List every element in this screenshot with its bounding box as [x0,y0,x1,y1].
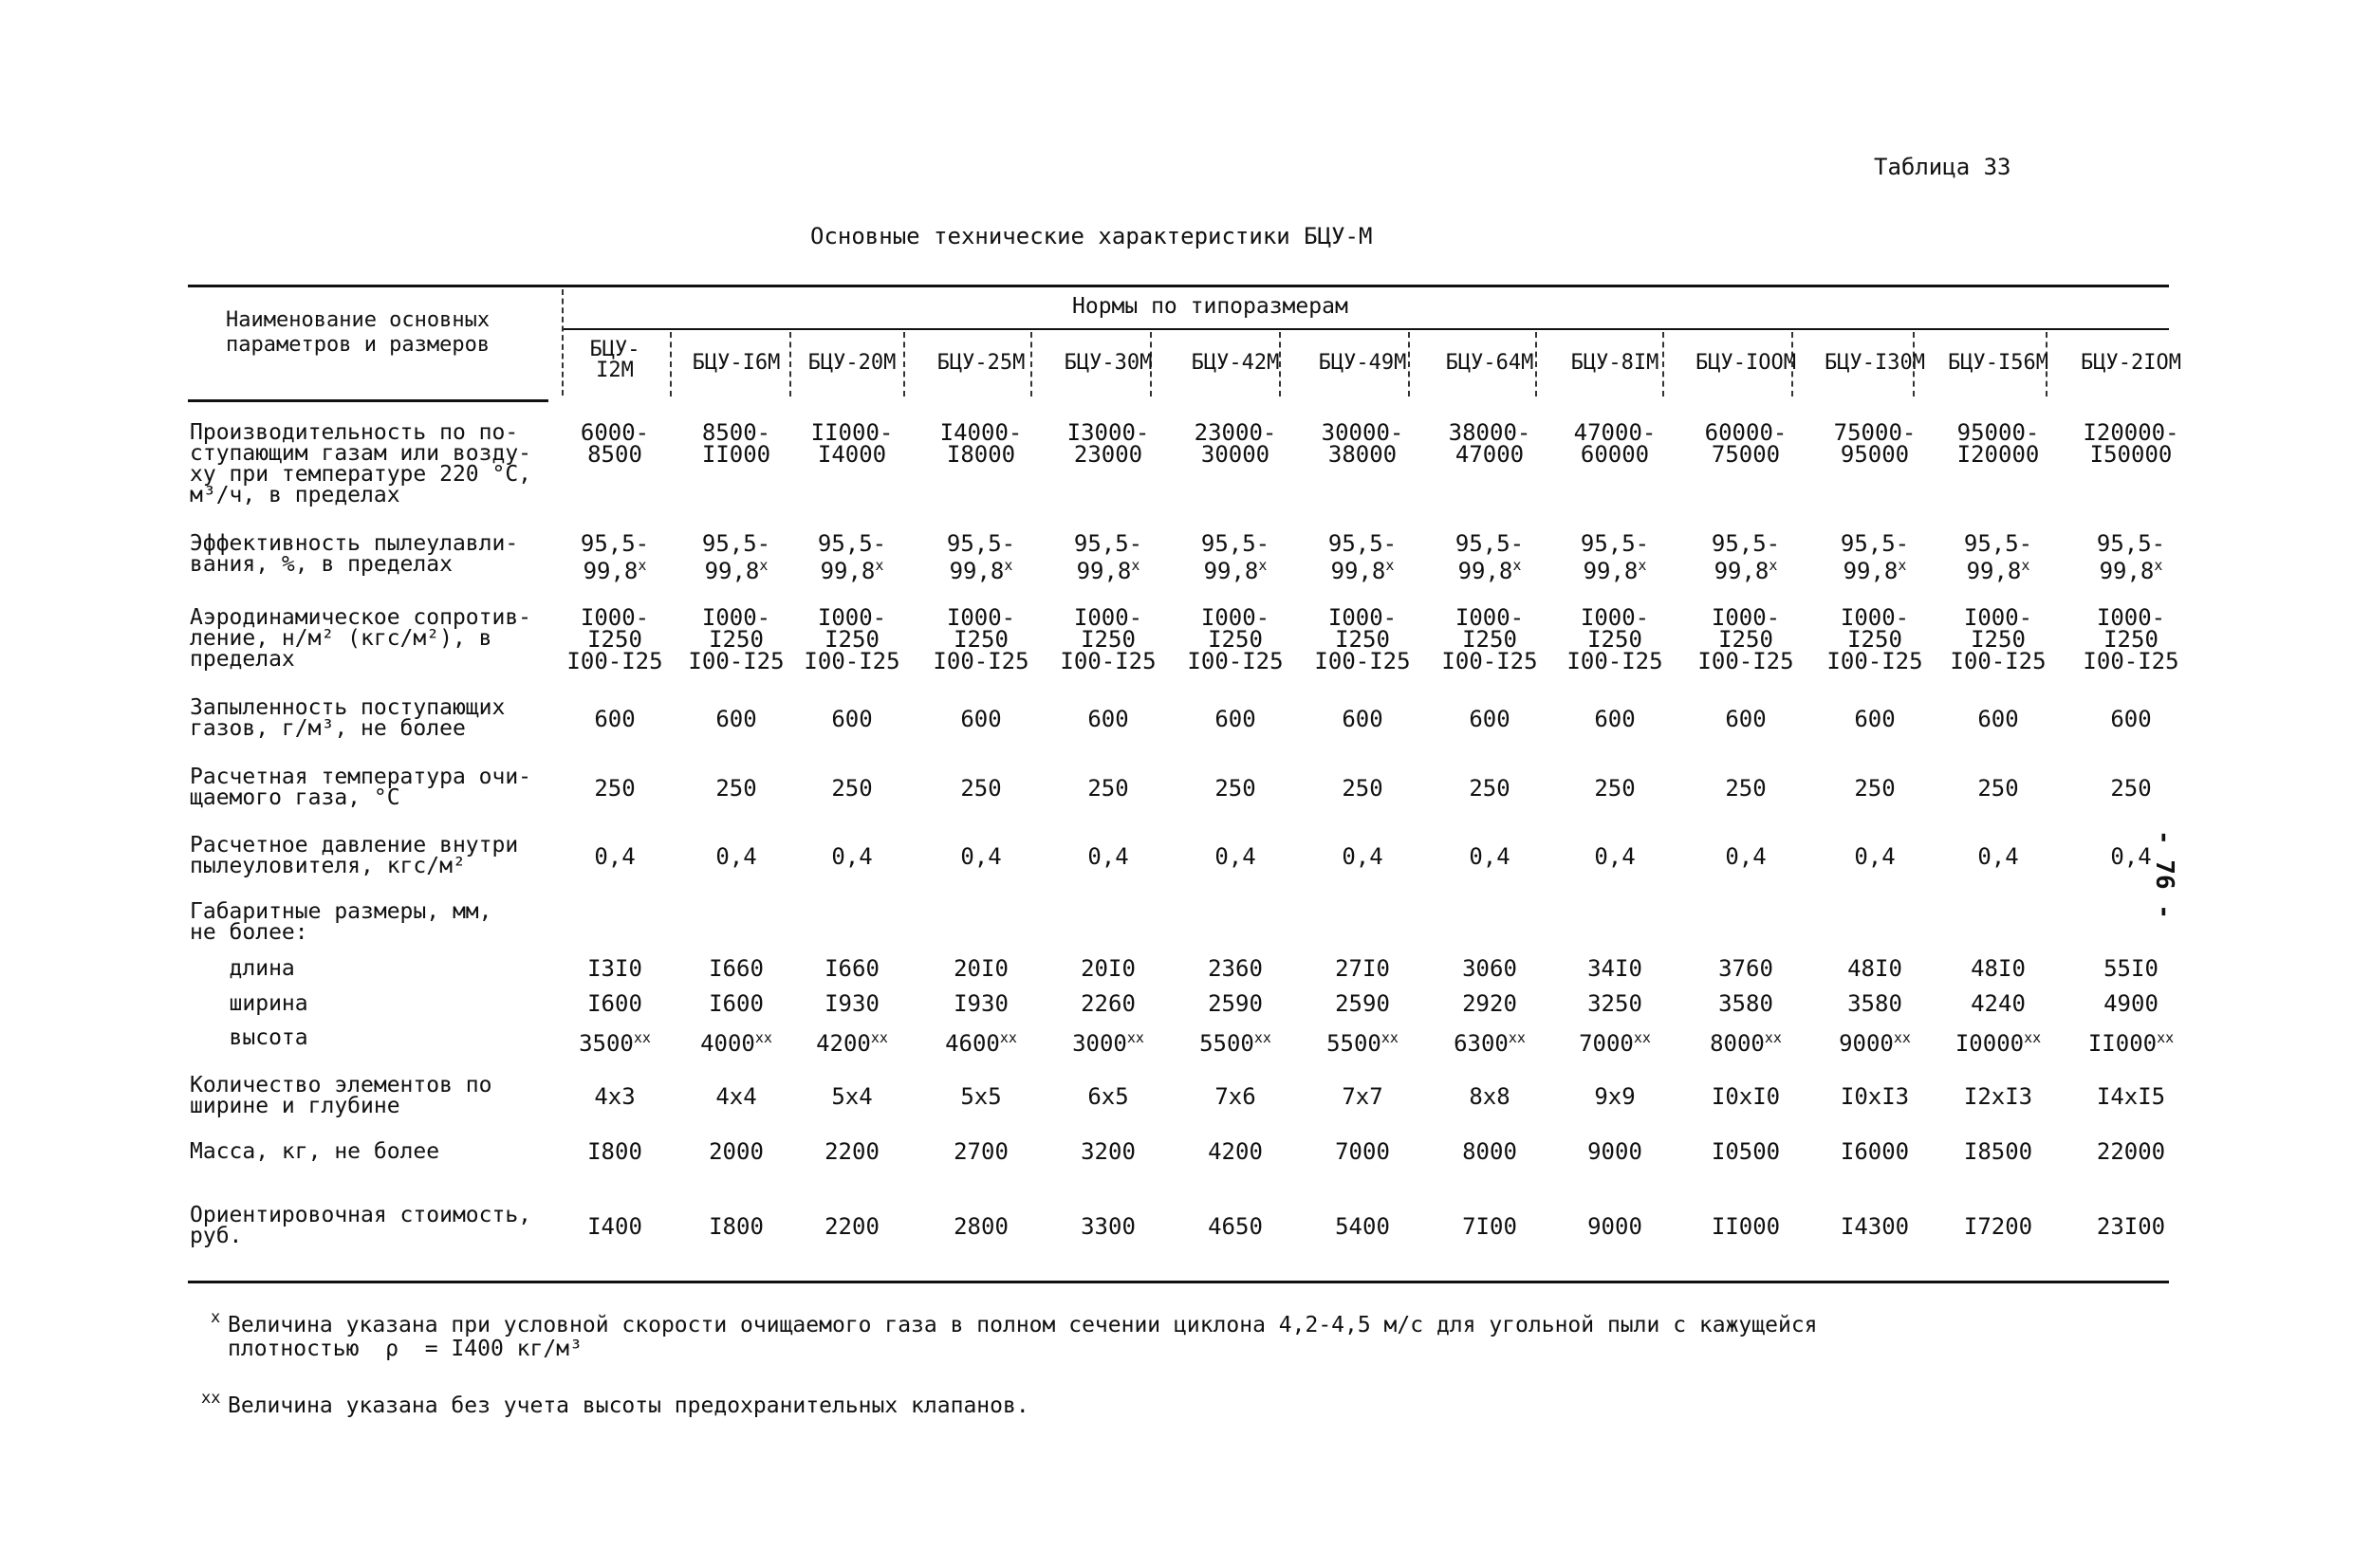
table-cell: 3250 [1587,990,1642,1017]
table-cell: 3760 [1718,955,1773,982]
table-cell: 5400 [1335,1213,1390,1240]
table-cell: 95,5- 99,8$^x$ [1711,530,1781,584]
table-cell: I8500 [1963,1138,2033,1165]
table-cell: 4000$^{xx}$ [700,1029,772,1057]
table-cell: 0,4 [1214,843,1256,870]
table-cell: 0,4 [831,843,873,870]
table-cell: I660 [824,955,880,982]
table-cell: 0,4 [1725,843,1767,870]
table-cell: 250 [1469,775,1510,802]
row-label: Ориентировочная стоимость, руб. [190,1203,532,1248]
table-cell: 7x7 [1342,1083,1383,1110]
model-header: БЦУ-2IOМ [2081,351,2181,375]
table-cell: 600 [1214,706,1256,732]
table-cell: 2360 [1208,955,1263,982]
table-cell: 0,4 [960,843,1002,870]
model-header: БЦУ-20М [807,351,897,375]
table-cell: 600 [1977,706,2019,732]
table-cell: I000- I250 I00-I25 [1060,604,1157,674]
norms-header: Нормы по типоразмерам [1072,294,1348,319]
table-cell: 600 [1469,706,1510,732]
table-cell: 8000 [1462,1138,1517,1165]
table-cell: I20000- I50000 [2083,419,2179,468]
table-cell: I000- I250 I00-I25 [1950,604,2047,674]
table-cell: 23000- 30000 [1194,419,1277,468]
row-label: ширина [190,991,308,1016]
table-cell: 5500$^{xx}$ [1199,1029,1271,1057]
table-cell: 4240 [1971,990,2026,1017]
table-cell: 9000 [1587,1213,1642,1240]
table-cell: II000$^{xx}$ [2087,1029,2175,1057]
table-cell: 250 [831,775,873,802]
table-cell: 0,4 [1342,843,1383,870]
table-cell: I4300 [1840,1213,1910,1240]
table-label: Таблица 33 [1874,154,2011,180]
page-number: - 76 - [2150,830,2178,919]
table-cell: 2000 [709,1138,764,1165]
model-header: БЦУ-30М [1064,351,1153,375]
table-cell: 4200$^{xx}$ [816,1029,888,1057]
table-cell: 8000$^{xx}$ [1710,1029,1782,1057]
table-cell: 22000 [2096,1138,2166,1165]
model-header: БЦУ-42М [1191,351,1280,375]
table-cell: 250 [1342,775,1383,802]
table-cell: 4650 [1208,1213,1263,1240]
table-cell: 2260 [1081,990,1136,1017]
table-cell: 6300$^{xx}$ [1454,1029,1526,1057]
table-cell: I800 [709,1213,764,1240]
table-cell: I3000- 23000 [1066,419,1150,468]
params-column-header: Наименование основных параметров и размеров [226,308,491,357]
table-cell: 0,4 [2110,843,2152,870]
table-cell: 600 [1594,706,1636,732]
model-header: БЦУ-IOOМ [1695,351,1796,375]
table-cell: 95,5- 99,8$^x$ [1580,530,1650,584]
table-cell: I4000- I8000 [939,419,1023,468]
table-cell: 34I0 [1587,955,1642,982]
row-label: Эффективность пылеулавли- вания, %, в пределах [190,531,519,577]
table-cell: 600 [2110,706,2152,732]
table-cell: 95,5- 99,8$^x$ [2096,530,2166,584]
table-cell: 4x3 [594,1083,636,1110]
table-cell: 20I0 [954,955,1009,982]
table-cell: I600 [587,990,642,1017]
table-cell: I000- I250 I00-I25 [2083,604,2179,674]
header-bottom-rule [188,399,548,402]
table-cell: 600 [1342,706,1383,732]
table-cell: 55I0 [2103,955,2158,982]
model-header: БЦУ-64М [1445,351,1534,375]
footnote-text: Величина указана при условной скорости очищаемого газа в полном сечении циклона 4,2-4,5 м/с для угольной пыли с кажущейся плотностью ρ = I400 кг/м³ [228,1313,1818,1361]
table-cell: 2920 [1462,990,1517,1017]
table-cell: I930 [824,990,880,1017]
table-cell: 2700 [954,1138,1009,1165]
model-header: БЦУ-I30М [1825,351,1925,375]
table-cell: 3000$^{xx}$ [1072,1029,1144,1057]
table-cell: 5500$^{xx}$ [1326,1029,1399,1057]
table-cell: I6000 [1840,1138,1910,1165]
table-cell: 250 [1725,775,1767,802]
row-label: Аэродинамическое сопротив- ление, н/м² (кгс/м²), в пределах [190,605,532,672]
table-cell: 95,5- 99,8$^x$ [817,530,887,584]
table-cell: 47000- 60000 [1573,419,1657,468]
table-cell: 250 [1087,775,1129,802]
table-cell: 0,4 [715,843,757,870]
row-label: Расчетное давление внутри пылеуловителя, кгс/м² [190,833,519,878]
table-cell: 250 [594,775,636,802]
model-header: БЦУ-I56М [1948,351,2048,375]
row-label: Производительность по по- ступающим газам или возду- ху при температуре 220 °С, м³/ч, в пределах [190,420,532,507]
table-cell: 0,4 [1469,843,1510,870]
table-cell: 2200 [824,1213,880,1240]
table-cell: I7200 [1963,1213,2033,1240]
table-top-rule [188,285,2169,287]
table-cell: 30000- 38000 [1321,419,1404,468]
table-cell: 3200 [1081,1138,1136,1165]
table-cell: 600 [1854,706,1896,732]
table-cell: 9x9 [1594,1083,1636,1110]
table-cell: I400 [587,1213,642,1240]
table-cell: 95,5- 99,8$^x$ [1454,530,1525,584]
table-cell: I000- I250 I00-I25 [1441,604,1538,674]
table-cell: 0,4 [1087,843,1129,870]
table-cell: 0,4 [1594,843,1636,870]
footnote-mark: xx [201,1389,221,1408]
table-cell: 3300 [1081,1213,1136,1240]
table-cell: I000- I250 I00-I25 [688,604,785,674]
row-label: Масса, кг, не более [190,1139,440,1164]
table-cell: 4900 [2103,990,2158,1017]
table-cell: 6x5 [1087,1083,1129,1110]
table-cell: I3I0 [587,955,642,982]
table-cell: I0xI0 [1711,1083,1781,1110]
table-cell: I660 [709,955,764,982]
table-cell: 75000- 95000 [1833,419,1917,468]
table-cell: 250 [1977,775,2019,802]
table-cell: 7I00 [1462,1213,1517,1240]
table-cell: 23I00 [2096,1213,2166,1240]
table-cell: 4x4 [715,1083,757,1110]
table-cell: 600 [831,706,873,732]
table-cell: 3580 [1847,990,1902,1017]
table-cell: 7000$^{xx}$ [1579,1029,1651,1057]
table-cell: 4600$^{xx}$ [945,1029,1017,1057]
table-cell: I4xI5 [2096,1083,2166,1110]
footnote-text: Величина указана без учета высоты предохранительных клапанов. [228,1393,1029,1418]
table-cell: I000- I250 I00-I25 [1314,604,1411,674]
table-cell: 600 [594,706,636,732]
table-cell: 600 [960,706,1002,732]
row-label: Габаритные размеры, мм, не более: [190,899,492,945]
model-header: БЦУ-I6М [692,351,781,375]
table-cell: I600 [709,990,764,1017]
table-cell: 95,5- 99,8$^x$ [1327,530,1398,584]
table-cell: 38000- 47000 [1448,419,1531,468]
table-cell: 3580 [1718,990,1773,1017]
table-cell: 600 [1087,706,1129,732]
row-label: Количество элементов по ширине и глубине [190,1073,492,1118]
table-cell: 250 [2110,775,2152,802]
table-cell: 6000- 8500 [580,419,650,468]
table-cell: 48I0 [1847,955,1902,982]
header-sub-rule [563,328,2169,330]
table-cell: I0000$^{xx}$ [1955,1029,2042,1057]
table-cell: 95,5- 99,8$^x$ [580,530,650,584]
table-cell: I930 [954,990,1009,1017]
footnote [201,1389,1029,1418]
table-cell: 3060 [1462,955,1517,982]
table-cell: 9000$^{xx}$ [1839,1029,1911,1057]
model-header: БЦУ-25М [936,351,1026,375]
table-cell: 2200 [824,1138,880,1165]
table-cell: 95,5- 99,8$^x$ [1963,530,2033,584]
row-label: высота [190,1025,308,1050]
table-cell: I2xI3 [1963,1083,2033,1110]
footnote [211,1308,1818,1361]
table-cell: 9000 [1587,1138,1642,1165]
table-cell: 60000- 75000 [1704,419,1788,468]
table-cell: 8x8 [1469,1083,1510,1110]
table-cell: I000- I250 I00-I25 [566,604,663,674]
table-cell: 250 [960,775,1002,802]
table-cell: 5x4 [831,1083,873,1110]
table-cell: 250 [1594,775,1636,802]
table-cell: 2590 [1335,990,1390,1017]
table-cell: 7x6 [1214,1083,1256,1110]
table-cell: 95,5- 99,8$^x$ [1073,530,1143,584]
row-label: Расчетная температура очи- щаемого газа, °С [190,765,532,810]
model-header: БЦУ-8IМ [1570,351,1659,375]
table-cell: II000- I4000 [810,419,894,468]
table-cell: I000- I250 I00-I25 [933,604,1029,674]
table-cell: 95,5- 99,8$^x$ [946,530,1016,584]
table-cell: I000- I250 I00-I25 [804,604,900,674]
table-cell: 4200 [1208,1138,1263,1165]
table-cell: 600 [715,706,757,732]
table-cell: I000- I250 I00-I25 [1566,604,1663,674]
table-cell: 95,5- 99,8$^x$ [1200,530,1270,584]
table-cell: I800 [587,1138,642,1165]
table-cell: 7000 [1335,1138,1390,1165]
model-header: БЦУ-49М [1318,351,1407,375]
model-header: БЦУ- I2М [589,338,640,382]
table-cell: 95,5- 99,8$^x$ [1840,530,1910,584]
table-cell: 20I0 [1081,955,1136,982]
table-cell: 3500$^{xx}$ [579,1029,651,1057]
table-cell: I0500 [1711,1138,1781,1165]
table-cell: 0,4 [1977,843,2019,870]
table-cell: I000- I250 I00-I25 [1187,604,1284,674]
table-cell: 2590 [1208,990,1263,1017]
footnote-mark: x [211,1308,221,1327]
page-title: Основные технические характеристики БЦУ-М [810,223,1373,249]
table-cell: 250 [715,775,757,802]
table-cell: I000- I250 I00-I25 [1826,604,1923,674]
table-cell: 600 [1725,706,1767,732]
table-bottom-rule [188,1281,2169,1283]
table-cell: 0,4 [1854,843,1896,870]
row-label: Запыленность поступающих газов, г/м³, не более [190,695,506,741]
table-cell: 48I0 [1971,955,2026,982]
row-label: длина [190,956,295,981]
table-cell: 95000- I20000 [1956,419,2040,468]
table-cell: 250 [1854,775,1896,802]
table-cell: 95,5- 99,8$^x$ [701,530,771,584]
table-cell: 2800 [954,1213,1009,1240]
table-cell: II000 [1711,1213,1781,1240]
table-cell: 8500- II000 [701,419,771,468]
table-cell: I0xI3 [1840,1083,1910,1110]
table-cell: I000- I250 I00-I25 [1697,604,1794,674]
table-cell: 5x5 [960,1083,1002,1110]
table-cell: 250 [1214,775,1256,802]
table-cell: 0,4 [594,843,636,870]
table-cell: 27I0 [1335,955,1390,982]
